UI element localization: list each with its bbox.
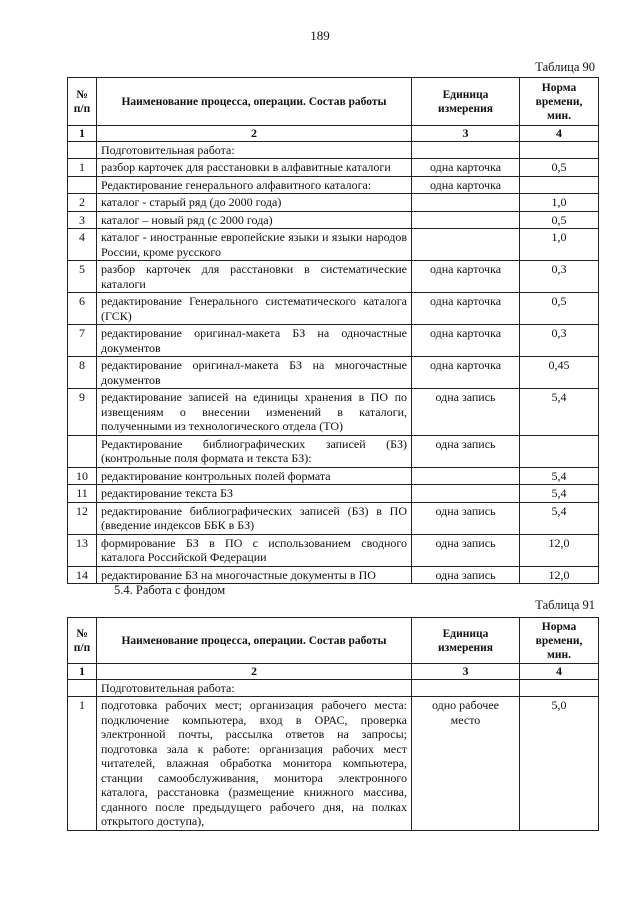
header-unit: Единица измерения xyxy=(412,78,520,126)
row-norm-value: 12,0 xyxy=(520,534,599,566)
row-norm-value: 5,4 xyxy=(520,502,599,534)
row-operation-name: редактирование записей на единицы хранения в ПО по извещениям о внесении изменений в каталоги, полученными из технологического отдела (ТО) xyxy=(97,389,412,436)
table-row xyxy=(68,534,599,566)
row-norm-value: 0,5 xyxy=(520,159,599,177)
colnum: 4 xyxy=(520,126,599,142)
colnum: 4 xyxy=(520,664,599,680)
row-norm-value xyxy=(520,141,599,159)
row-unit: одна запись xyxy=(412,435,520,467)
table-90-label: Таблица 90 xyxy=(535,60,595,74)
row-norm-value: 5,4 xyxy=(520,389,599,436)
header-num: № п/п xyxy=(68,618,97,664)
row-unit: одна карточка xyxy=(412,159,520,177)
header-name: Наименование процесса, операции. Состав работы xyxy=(97,78,412,126)
row-number: 1 xyxy=(68,697,97,831)
row-number: 11 xyxy=(68,485,97,503)
row-unit: одна карточка xyxy=(412,176,520,194)
row-norm-value: 0,3 xyxy=(520,325,599,357)
header-num: № п/п xyxy=(68,78,97,126)
row-norm-value: 0,3 xyxy=(520,261,599,293)
row-number: 4 xyxy=(68,229,97,261)
row-unit xyxy=(412,229,520,261)
table-91-body xyxy=(68,679,599,830)
colnum: 3 xyxy=(412,664,520,680)
row-operation-name: Подготовительная работа: xyxy=(97,141,412,159)
table-row xyxy=(68,566,599,584)
row-number: 8 xyxy=(68,357,97,389)
table-row xyxy=(68,261,599,293)
row-number xyxy=(68,141,97,159)
row-operation-name: редактирование Генерального систематического каталога (ГСК) xyxy=(97,293,412,325)
row-norm-value: 1,0 xyxy=(520,229,599,261)
row-norm-value: 5,4 xyxy=(520,467,599,485)
row-operation-name: редактирование оригинал-макета БЗ на одночастные документов xyxy=(97,325,412,357)
row-norm-value: 0,5 xyxy=(520,211,599,229)
row-operation-name: разбор карточек для расстановки в алфавитные каталоги xyxy=(97,159,412,177)
row-operation-name: редактирование контрольных полей формата xyxy=(97,467,412,485)
table-row xyxy=(68,502,599,534)
table-91-label: Таблица 91 xyxy=(535,598,595,612)
header-unit: Единица измерения xyxy=(412,618,520,664)
row-norm-value xyxy=(520,679,599,697)
row-number xyxy=(68,679,97,697)
row-unit: одна карточка xyxy=(412,293,520,325)
row-number: 1 xyxy=(68,159,97,177)
table-row xyxy=(68,435,599,467)
row-unit: одна карточка xyxy=(412,357,520,389)
row-unit: одно рабочее место xyxy=(412,697,520,831)
row-norm-value: 12,0 xyxy=(520,566,599,584)
table-row xyxy=(68,159,599,177)
row-unit xyxy=(412,194,520,212)
row-norm-value: 5,4 xyxy=(520,485,599,503)
row-unit: одна карточка xyxy=(412,261,520,293)
row-unit xyxy=(412,467,520,485)
row-unit xyxy=(412,211,520,229)
row-norm-value: 0,45 xyxy=(520,357,599,389)
row-unit: одна карточка xyxy=(412,325,520,357)
row-number: 14 xyxy=(68,566,97,584)
table-row xyxy=(68,697,599,831)
row-unit xyxy=(412,485,520,503)
row-number: 3 xyxy=(68,211,97,229)
row-operation-name: Редактирование генерального алфавитного каталога: xyxy=(97,176,412,194)
colnum: 3 xyxy=(412,126,520,142)
row-unit: одна запись xyxy=(412,502,520,534)
table-90 xyxy=(67,77,599,584)
row-unit: одна запись xyxy=(412,534,520,566)
row-operation-name: редактирование БЗ на многочастные документы в ПО xyxy=(97,566,412,584)
row-operation-name: подготовка рабочих мест; организация рабочего места: подключение компьютера, вход в ОРАС, проверка электронной почты, рассылка ответов на запросы; подготовка зала к работе: организация рабочих мест читателей, влажная обработка монитора компьютера, станции самообслуживания, монитора электронного каталога, расстановка (размещение книжного массива, сданного после предыдущего рабочего дня, на полках открытого доступа), xyxy=(97,697,412,831)
row-operation-name: каталог - иностранные европейские языки и языки народов России, кроме русского xyxy=(97,229,412,261)
row-operation-name: каталог - старый ряд (до 2000 года) xyxy=(97,194,412,212)
row-number: 7 xyxy=(68,325,97,357)
table-91 xyxy=(67,617,599,831)
row-unit xyxy=(412,141,520,159)
table-row xyxy=(68,211,599,229)
row-operation-name: редактирование библиографических записей (БЗ) в ПО (введение индексов ББК в БЗ) xyxy=(97,502,412,534)
row-norm-value: 5,0 xyxy=(520,697,599,831)
row-norm-value: 0,5 xyxy=(520,293,599,325)
row-operation-name: формирование БЗ в ПО с использованием сводного каталога Российской Федерации xyxy=(97,534,412,566)
row-number: 10 xyxy=(68,467,97,485)
row-unit: одна запись xyxy=(412,389,520,436)
colnum: 1 xyxy=(68,126,97,142)
row-operation-name: каталог – новый ряд (с 2000 года) xyxy=(97,211,412,229)
table-row xyxy=(68,325,599,357)
row-number xyxy=(68,435,97,467)
colnum: 1 xyxy=(68,664,97,680)
table-row xyxy=(68,141,599,159)
row-unit xyxy=(412,679,520,697)
row-number: 5 xyxy=(68,261,97,293)
table-row xyxy=(68,467,599,485)
row-number: 12 xyxy=(68,502,97,534)
section-title: 5.4. Работа с фондом xyxy=(114,583,226,597)
row-norm-value: 1,0 xyxy=(520,194,599,212)
colnum: 2 xyxy=(97,664,412,680)
colnum: 2 xyxy=(97,126,412,142)
row-number: 13 xyxy=(68,534,97,566)
page-number: 189 xyxy=(310,28,330,43)
header-name: Наименование процесса, операции. Состав работы xyxy=(97,618,412,664)
row-number: 6 xyxy=(68,293,97,325)
row-number xyxy=(68,176,97,194)
header-norm: Норма времени, мин. xyxy=(520,618,599,664)
row-norm-value xyxy=(520,435,599,467)
row-operation-name: редактирование текста БЗ xyxy=(97,485,412,503)
row-number: 9 xyxy=(68,389,97,436)
row-operation-name: Подготовительная работа: xyxy=(97,679,412,697)
header-norm: Норма времени, мин. xyxy=(520,78,599,126)
row-norm-value xyxy=(520,176,599,194)
table-row xyxy=(68,194,599,212)
table-row xyxy=(68,485,599,503)
table-row xyxy=(68,229,599,261)
row-number: 2 xyxy=(68,194,97,212)
table-row xyxy=(68,389,599,436)
table-90-body xyxy=(68,141,599,584)
row-operation-name: Редактирование библиографических записей (БЗ) (контрольные поля формата и текста БЗ): xyxy=(97,435,412,467)
table-row xyxy=(68,357,599,389)
table-row xyxy=(68,679,599,697)
row-operation-name: разбор карточек для расстановки в систематические каталоги xyxy=(97,261,412,293)
row-unit: одна запись xyxy=(412,566,520,584)
row-operation-name: редактирование оригинал-макета БЗ на многочастные документов xyxy=(97,357,412,389)
table-row xyxy=(68,293,599,325)
table-row xyxy=(68,176,599,194)
